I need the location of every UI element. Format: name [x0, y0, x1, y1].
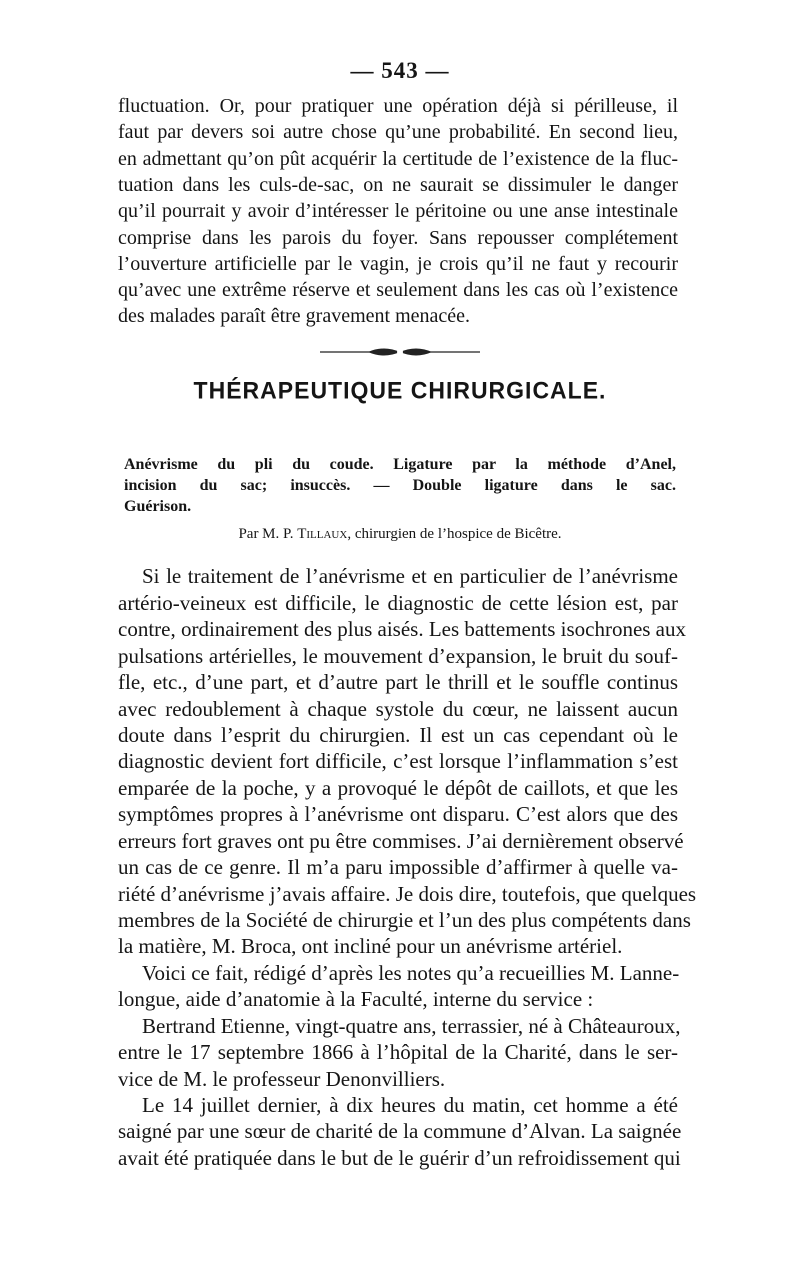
- text-line: avec redoublement à chaque systole du cœur, ne laissent aucun: [118, 697, 678, 721]
- text-line: fluctuation. Or, pour pratiquer une opération déjà si périlleuse, il: [118, 95, 678, 117]
- text-line: un cas de ce genre. Il m’a paru impossible d’affirmer à quelle va-: [118, 855, 678, 879]
- text-line: Voici ce fait, rédigé d’après les notes qu’a recueillies M. Lanne-: [142, 961, 680, 985]
- byline-prefix: Par M. P.: [238, 526, 294, 542]
- text-line: la matière, M. Broca, ont incliné pour un anévrisme artériel.: [118, 934, 623, 958]
- text-line: qu’avec une extrême réserve et seulement dans les cas où l’existence: [118, 279, 678, 301]
- text-line: longue, aide d’anatomie à la Faculté, interne du service :: [118, 987, 594, 1011]
- text-line: artério-veineux est difficile, le diagnostic de cette lésion est, par: [118, 591, 678, 615]
- text-line: en admettant qu’on pût acquérir la certitude de l’existence de la fluc-: [118, 148, 678, 170]
- author-name: Tillaux: [297, 526, 348, 542]
- heading-line: incision du sac; insuccès. — Double ligature dans le sac.: [124, 477, 676, 494]
- text-line: Bertrand Etienne, vingt-quatre ans, terrassier, né à Châteauroux,: [142, 1014, 681, 1038]
- text-line: tuation dans les culs-de-sac, on ne saurait se dissimuler le danger: [118, 174, 678, 196]
- text-line: Le 14 juillet dernier, à dix heures du matin, cet homme a été: [142, 1093, 678, 1117]
- section-title: THÉRAPEUTIQUE CHIRURGICALE.: [193, 376, 607, 404]
- text-line: diagnostic devient fort difficile, c’est lorsque l’inflammation s’est: [118, 749, 678, 773]
- text-line: membres de la Société de chirurgie et l’un des plus compétents dans: [118, 908, 691, 932]
- text-line: avait été pratiquée dans le but de le guérir d’un refroidissement qui: [118, 1146, 681, 1170]
- text-line: fle, etc., d’une part, et d’autre part le thrill et le souffle continus: [118, 670, 678, 694]
- text-line: doute dans l’esprit du chirurgien. Il est un cas cependant où le: [118, 723, 678, 747]
- heading-line: Anévrisme du pli du coude. Ligature par la méthode d’Anel,: [124, 456, 676, 473]
- text-line: faut par devers soi autre chose qu’une probabilité. En second lieu,: [118, 121, 678, 143]
- text-line: entre le 17 septembre 1866 à l’hôpital de la Charité, dans le ser-: [118, 1040, 678, 1064]
- text-line: qu’il pourrait y avoir d’intéresser le péritoine ou une anse intestinale: [118, 200, 678, 222]
- text-line: contre, ordinairement des plus aisés. Les battements isochrones aux: [118, 617, 687, 641]
- text-line: saigné par une sœur de charité de la commune d’Alvan. La saignée: [118, 1119, 682, 1143]
- text-line: l’ouverture artificielle par le vagin, je crois qu’il ne faut y recourir: [118, 253, 678, 275]
- author-byline: [0, 524, 800, 544]
- text-line: riété d’anévrisme j’avais affaire. Je dois dire, toutefois, que quelques: [118, 882, 697, 906]
- text-line: comprise dans les parois du foyer. Sans repousser complétement: [118, 227, 678, 249]
- text-line: symptômes propres à l’anévrisme ont disparu. C’est alors que des: [118, 802, 678, 826]
- text-line: erreurs fort graves ont pu être commises. J’ai dernièrement observé: [118, 829, 684, 853]
- byline-suffix: , chirurgien de l’hospice de Bicêtre.: [347, 526, 562, 542]
- ornament-divider: [320, 344, 480, 360]
- page-number: — 543 —: [350, 58, 450, 83]
- text-line: des malades paraît être gravement menacée.: [118, 305, 471, 327]
- heading-line: Guérison.: [124, 498, 192, 515]
- text-line: vice de M. le professeur Denonvilliers.: [118, 1067, 446, 1091]
- text-line: emparée de la poche, y a provoqué le dépôt de caillots, et que les: [118, 776, 678, 800]
- text-line: Si le traitement de l’anévrisme et en particulier de l’anévrisme: [142, 564, 678, 588]
- text-line: pulsations artérielles, le mouvement d’expansion, le bruit du souf-: [118, 644, 678, 668]
